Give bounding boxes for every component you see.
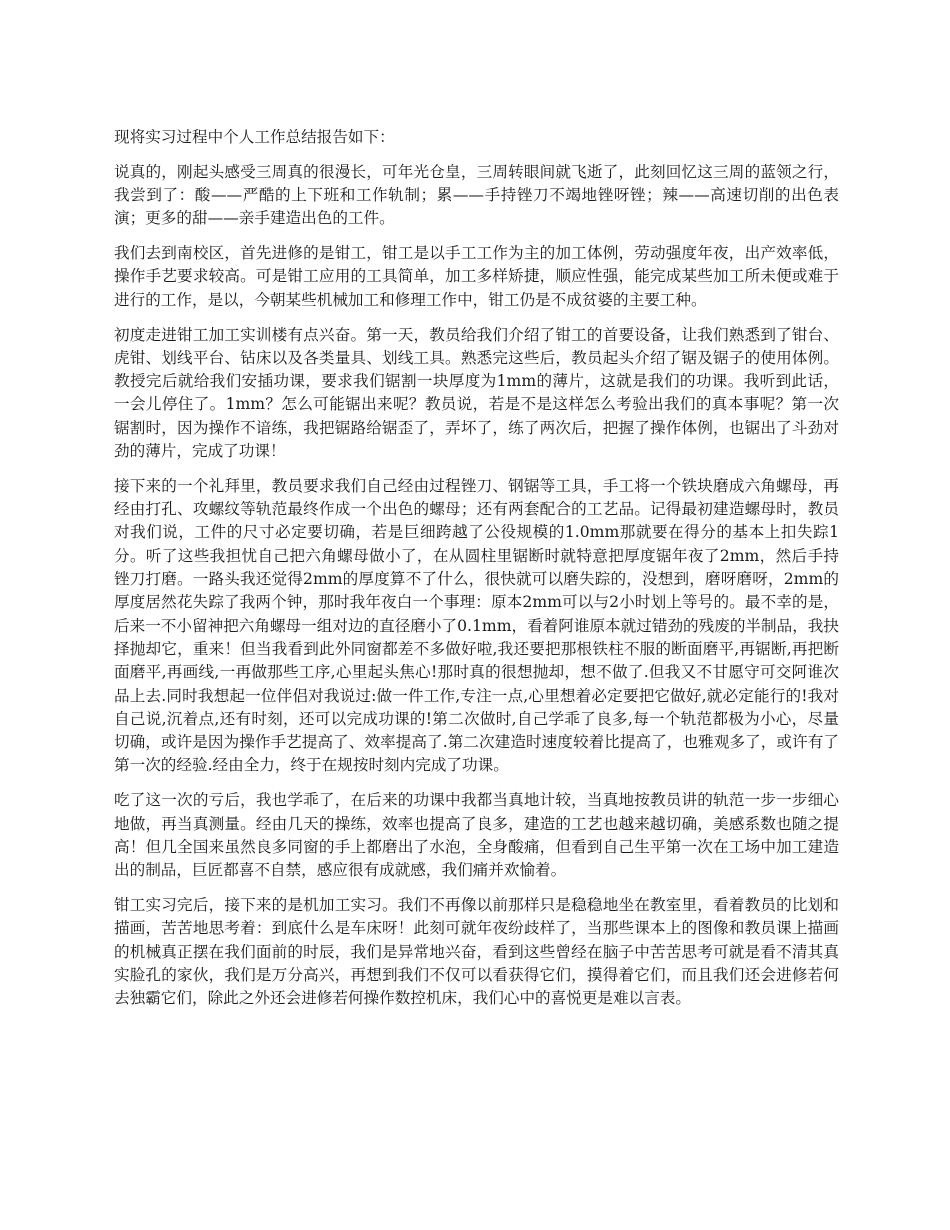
paragraph-fitter-intro: 我们去到南校区，首先进修的是钳工，钳工是以手工工作为主的加工体例，劳动强度年夜，出产效率低，操作手艺要求较高。可是钳工应用的工具简单，加工多样矫捷，顺应性强，能完成某些加工所未便或难于进行的工作，是以，今朝某些机械加工和修理工作中，钳工仍是不成贫婆的主要工种。 <box>114 244 839 309</box>
paragraph-machining: 钳工实习完后，接下来的是机加工实习。我们不再像以前那样只是稳稳地坐在教室里，看着教员的比划和描画，苦苦地思考着：到底什么是车床呀！此刻可就年夜纷歧样了，当那些课本上的图像和教员课上描画的机械真正摆在我们面前的时辰，我们是异常地兴奋，看到这些曾经在脑子中苦苦思考可就是看不清其真实脸孔的家伙，我们是万分高兴，再想到我们不仅可以看获得它们，摸得着它们，而且我们还会进修若何去独霸它们，除此之外还会进修若何操作数控机床，我们心中的喜悦更是难以言表。 <box>114 895 839 1008</box>
document-body <box>114 126 839 1022</box>
paragraph-nut-making: 接下来的一个礼拜里，教员要求我们自己经由过程锉刀、钢锯等工具，手工将一个铁块磨成六角螺母，再经由打孔、攻螺纹等轨范最终作成一个出色的螺母；还有两套配合的工艺品。记得最初建造螺母时，教员对我们说，工件的尺寸必定要切确，若是巨细跨越了公役规模的1.0mm那就要在得分的基本上扣失踪1分。听了这些我担忧自己把六角螺母做小了，在从圆柱里锯断时就特意把厚度锯年夜了2mm，然后手持锉刀打磨。一路头我还觉得2mm的厚度算不了什么，很快就可以磨失踪的，没想到，磨呀磨呀，2mm的厚度居然花失踪了我两个钟，那时我年夜白一个事理：原本2mm可以与2小时划上等号的。最不幸的是，后来一不小留神把六角螺母一组对边的直径磨小了0.1mm，看着阿谁原本就过错劲的残废的半制品，我抉择抛却它，重来！但当我看到此外同窗都差不多做好啦,我还要把那根铁柱不服的断面磨平,再锯断,再把断面磨平,再画线,一再做那些工序,心里起头焦心!那时真的很想抛却，想不做了.但我又不甘愿守可交阿谁次品上去.同时我想起一位伴侣对我说过:做一件工作,专注一点,心里想着必定要把它做好,就必定能行的!我对自己说,沉着点,还有时刻，还可以完成功课的!第二次做时,自己学乖了良多,每一个轨范都极为小心，尽量切确，或许是因为操作手艺提高了、效率提高了.第二次建造时速度较着比提高了，也雅观多了，或许有了第一次的经验.经由全力，终于在规按时刻内完成了功课。 <box>114 476 839 775</box>
paragraph-first-day: 初度走进钳工加工实训楼有点兴奋。第一天，教员给我们介绍了钳工的首要设备，让我们熟悉到了钳台、虎钳、划线平台、钻床以及各类量具、划线工具。熟悉完这些后，教员起头介绍了锯及锯子的使用体例。教授完后就给我们安插功课，要求我们锯割一块厚度为1mm的薄片，这就是我们的功课。我听到此话，一会儿停住了。1mm？怎么可能锯出来呢？教员说，若是不是这样怎么考验出我们的真本事呢？第一次锯割时，因为操作不谙练，我把锯路给锯歪了，弄坏了，练了两次后，把握了操作体例，也锯出了斗劲对劲的薄片，完成了功课！ <box>114 325 839 461</box>
paragraph-overview: 说真的，刚起头感受三周真的很漫长，可年光仓皇，三周转眼间就飞逝了，此刻回忆这三周的蓝领之行，我尝到了：酸——严酷的上下班和工作轨制；累——手持锉刀不竭地锉呀锉；辣——高速切削的出色表演；更多的甜——亲手建造出色的工件。 <box>114 162 839 228</box>
intro-paragraph: 现将实习过程中个人工作总结报告如下： <box>114 128 395 146</box>
paragraph-lessons: 吃了这一次的亏后，我也学乖了，在后来的功课中我都当真地计较，当真地按教员讲的轨范一步一步细心地做，再当真测量。经由几天的操练，效率也提高了良多，建造的工艺也越来越切确，美感系数也随之提高！但几全国来虽然良多同窗的手上都磨出了水泡，全身酸痛，但看到自己生平第一次在工场中加工建造出的制品，巨匠都喜不自禁，感应很有成就感，我们痛并欢愉着。 <box>114 791 839 880</box>
